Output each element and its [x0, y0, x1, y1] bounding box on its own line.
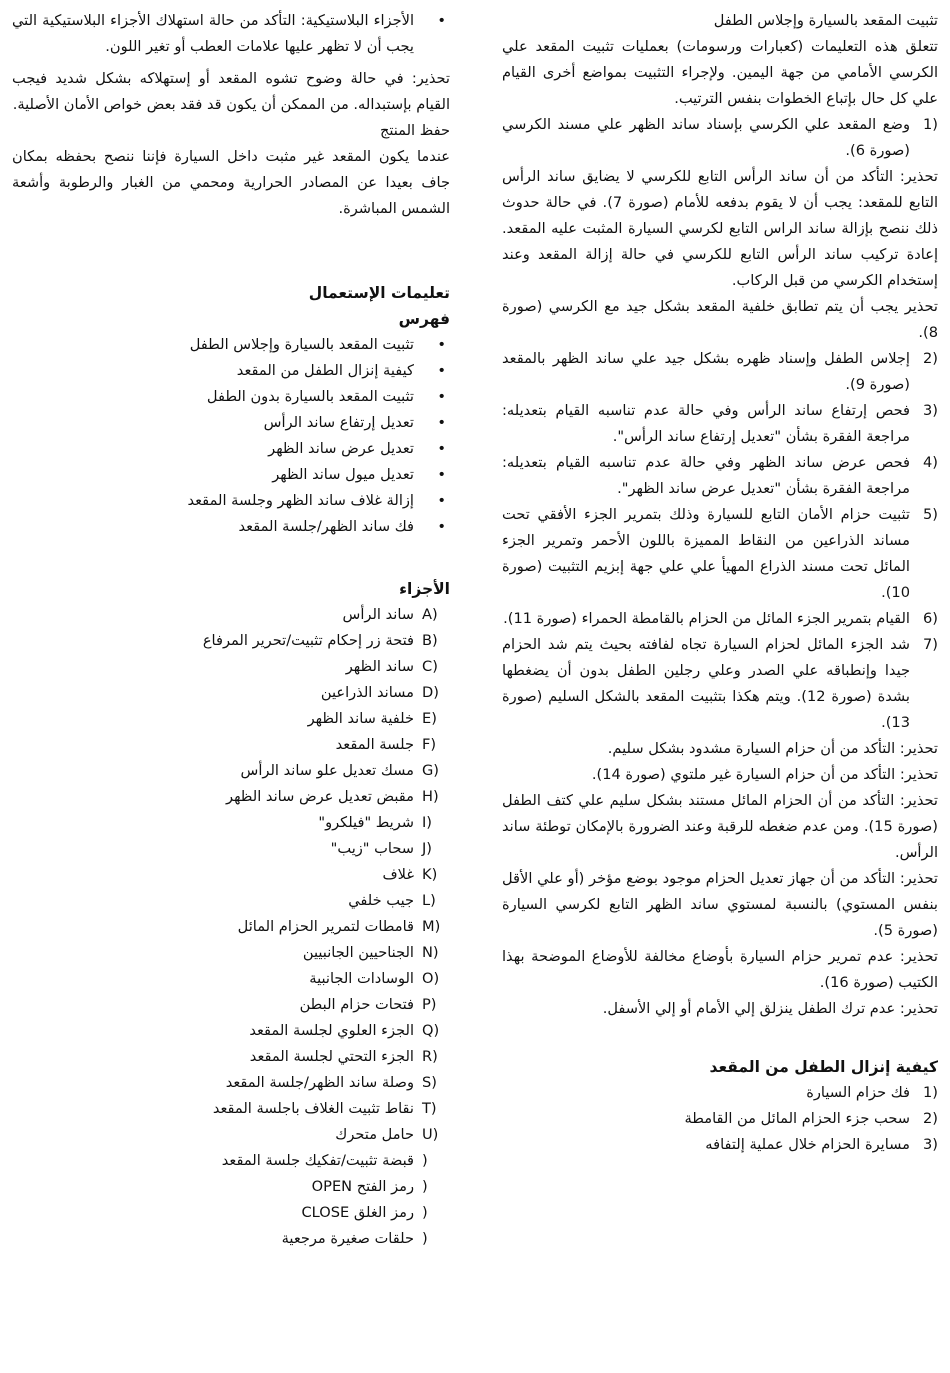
list-item: [12, 888, 450, 914]
part-letter: P): [422, 996, 437, 1013]
list-item: [12, 732, 450, 758]
list-item: [12, 8, 450, 60]
part-text: مسك تعديل علو ساند الرأس: [240, 762, 414, 779]
step-number: 4): [923, 454, 938, 471]
storage-paragraph: عندما يكون المقعد غير مثبت داخل السيارة فإننا ننصح بحفظه بمكان جاف بعيدا عن المصادر الحرارية ومحمي من الغبار والرطوبة وأشعة الشمس المباشرة.: [12, 148, 450, 217]
step-text: القيام بتمرير الجزء المائل من الحزام بالقامطة الحمراء (صورة 11).: [503, 610, 910, 627]
list-item: • إزالة غلاف ساند الظهر وجلسة المقعد: [12, 488, 450, 514]
part-letter: B): [422, 632, 438, 649]
step-text: إجلاس الطفل وإسناد ظهره بشكل جيد علي ساند الظهر بالمقعد (صورة 9).: [502, 350, 910, 393]
intro-paragraph: تتعلق هذه التعليمات (كعبارات ورسومات) بعمليات تثبيت المقعد علي الكرسي الأمامي من جهة اليمين. ولإجراء التثبيت بمواضع أخرى القيام علي كل حال بإتباع الخطوات بنفس الترتيب.: [502, 38, 938, 107]
part-text: حامل متحرك: [335, 1126, 414, 1143]
part-letter: T): [422, 1100, 437, 1117]
part-text: مساند الذراعين: [320, 684, 414, 701]
list-item: [12, 602, 450, 628]
step-text: فك حزام السيارة: [806, 1084, 910, 1101]
part-letter: ): [422, 1204, 428, 1221]
part-text: الجزء العلوي لجلسة المقعد: [249, 1022, 414, 1039]
step-number: 5): [923, 506, 938, 523]
part-letter: N): [422, 944, 439, 961]
right-column: [502, 8, 938, 1158]
list-item: [12, 1044, 450, 1070]
bullet-text: الأجزاء البلاستيكية: التأكد من حالة استهلاك الأجزاء البلاستيكية التي يجب أن لا تظهر عليها علامات العطب أو تغير اللون.: [12, 12, 414, 55]
part-text: نقاط تثبيت الغلاف باجلسة المقعد: [212, 1100, 414, 1117]
list-item: [12, 810, 450, 836]
list-item: [12, 628, 450, 654]
list-item: [12, 836, 450, 862]
part-text: وصلة ساند الظهر/جلسة المقعد: [225, 1074, 414, 1091]
step-text: مسايرة الحزام خلال عملية إلتفافه: [705, 1136, 910, 1153]
list-item: [12, 862, 450, 888]
part-text: فتحات حزام البطن: [299, 996, 414, 1013]
warning-item: تحذير: التأكد من أن جهاز تعديل الحزام موجود بوضع مؤخر (أو علي الأقل بنفس المستوي) بالنسبة لمستوي ساند الظهر التابع لكرسي السيارة (صورة 5).: [502, 870, 938, 939]
part-letter: H): [422, 788, 439, 805]
part-text: ساند الرأس: [342, 606, 414, 623]
list-item: [12, 992, 450, 1018]
list-item: [12, 706, 450, 732]
part-text: غلاف: [382, 866, 414, 883]
part-letter: A): [422, 606, 438, 623]
part-text: قامطات لتمرير الحزام المائل: [237, 918, 414, 935]
list-item: • تعديل عرض ساند الظهر: [12, 436, 450, 462]
part-text: رمز الغلق CLOSE: [301, 1204, 414, 1221]
part-text: خلفية ساند الظهر: [307, 710, 414, 727]
list-item: [12, 1148, 450, 1174]
list-item: [502, 346, 938, 398]
step-number: 2): [923, 1110, 938, 1127]
belt-warnings: [502, 736, 938, 1022]
list-item: [12, 1226, 450, 1252]
part-letter: E): [422, 710, 437, 727]
list-item: • تثبيت المقعد بالسيارة وإجلاس الطفل: [12, 332, 450, 358]
warning-item: تحذير: التأكد من أن الحزام المائل مستند بشكل سليم علي كتف الطفل (صورة 15). ومن عدم ضغطه للرقبة وعند الضرورة بالإمكان توطئة ساند الرأس.: [502, 792, 938, 861]
part-text: جلسة المقعد: [335, 736, 414, 753]
part-text: قبضة تثبيت/تفكيك جلسة المقعد: [221, 1152, 414, 1169]
part-letter: ): [422, 1152, 428, 1169]
step-text: فحص عرض ساند الظهر وفي حالة عدم تناسبه القيام بتعديله: مراجعة الفقرة بشأن "تعديل عرض ساند الظهر".: [502, 454, 910, 497]
part-letter: D): [422, 684, 439, 701]
part-letter: ): [422, 1178, 428, 1195]
step-number: 1): [923, 116, 938, 133]
list-item: [12, 940, 450, 966]
warning-item: تحذير: التأكد من أن حزام السيارة غير ملتوي (صورة 14).: [591, 766, 938, 783]
index-list: [12, 332, 450, 540]
part-text: فتحة زر إحكام تثبيت/تحرير المرفاع: [202, 632, 414, 649]
list-item: [12, 654, 450, 680]
list-item: [502, 398, 938, 450]
list-item: [502, 112, 938, 164]
step-text: فحص إرتفاع ساند الرأس وفي حالة عدم تناسبه القيام بتعديله: مراجعة الفقرة بشأن "تعديل إرتفاع ساند الرأس".: [502, 402, 910, 445]
step-text: تثبيت حزام الأمان التابع للسيارة وذلك بتمرير الجزء الأفقي تحت مساند الذراعين من النقاط المميزة باللون الأحمر وتمرير الجزء المائل تحت مسند الذراع المهيأ علي علي جهة إبزيم التثبيت (صورة 10).: [502, 506, 910, 601]
list-item: • تعديل إرتفاع ساند الرأس: [12, 410, 450, 436]
part-text: مقبض تعديل عرض ساند الظهر: [226, 788, 414, 805]
part-letter: C): [422, 658, 438, 675]
parts-heading: الأجزاء: [399, 580, 450, 598]
section-title-install: تثبيت المقعد بالسيارة وإجلاس الطفل: [713, 12, 938, 29]
part-text: سحاب "زيب": [330, 840, 414, 857]
part-letter: J): [422, 840, 432, 857]
part-text: حلقات صغيرة مرجعية: [281, 1230, 414, 1247]
step-number: 2): [923, 350, 938, 367]
list-item: [12, 966, 450, 992]
usage-heading: تعليمات الإستعمال: [308, 284, 450, 302]
part-letter: S): [422, 1074, 437, 1091]
warning-deformation: تحذير: في حالة وضوح تشوه المقعد أو إستهلاكه بشكل شديد فيجب القيام بإستبداله. من الممكن أن يكون قد فقد بعض خواص الأمان الأصلية.: [12, 70, 450, 113]
list-item: [12, 1122, 450, 1148]
parts-list: [12, 602, 450, 1252]
storage-heading: حفظ المنتج: [379, 122, 450, 139]
warning-headrest: تحذير: التأكد من أن ساند الرأس التابع للكرسي لا يضايق ساند الرأس التابع للمقعد: يجب أن لا يقوم بدفعه للأمام (صورة 7). في حالة حدوث ذلك ننصح بإزالة ساند الراس التابع لكرسي السيارة المثبت عليه المقعد. إعادة تركيب ساند الرأس التابع للكرسي في حالة إزالة المقعد وعند إستخدام الكرسي من قبل الركاب.: [502, 168, 938, 289]
list-item: [12, 1174, 450, 1200]
part-text: شريط "فيلكرو": [318, 814, 414, 831]
step-number: 3): [923, 402, 938, 419]
list-item: [12, 914, 450, 940]
part-text: رمز الفتح OPEN: [311, 1178, 414, 1195]
section-title-removal: كيفية إنزال الطفل من المقعد: [709, 1058, 938, 1076]
part-text: الجزء التحتي لجلسة المقعد: [249, 1048, 414, 1065]
part-letter: ): [422, 1230, 428, 1247]
list-item: [502, 632, 938, 736]
part-text: الجناحيين الجانبيين: [302, 944, 414, 961]
step-number: 7): [923, 636, 938, 653]
part-letter: O): [422, 970, 440, 987]
list-item: [12, 784, 450, 810]
list-item: [502, 1080, 938, 1106]
part-letter: U): [422, 1126, 439, 1143]
install-steps: [502, 346, 938, 736]
part-letter: Q): [422, 1022, 440, 1039]
part-letter: I): [422, 814, 432, 831]
list-item: [502, 1132, 938, 1158]
step-text: وضع المقعد علي الكرسي بإسناد ساند الظهر علي مسند الكرسي (صورة 6).: [502, 116, 910, 159]
step-number: 1): [923, 1084, 938, 1101]
list-item: [12, 1018, 450, 1044]
list-item: [502, 450, 938, 502]
list-item: [12, 1096, 450, 1122]
list-item: • تعديل ميول ساند الظهر: [12, 462, 450, 488]
warning-item: تحذير: التأكد من أن حزام السيارة مشدود بشكل سليم.: [607, 740, 938, 757]
list-item: [12, 1070, 450, 1096]
left-column: [12, 8, 450, 1252]
index-heading: فهرس: [398, 310, 450, 328]
part-letter: G): [422, 762, 440, 779]
part-text: ساند الظهر: [345, 658, 414, 675]
removal-steps: [502, 1080, 938, 1158]
step-number: 6): [923, 610, 938, 627]
part-letter: F): [422, 736, 437, 753]
part-letter: R): [422, 1048, 438, 1065]
list-item: [12, 680, 450, 706]
list-item: • كيفية إنزال الطفل من المقعد: [12, 358, 450, 384]
list-item: • فك ساند الظهر/جلسة المقعد: [12, 514, 450, 540]
part-text: الوسادات الجانبية: [309, 970, 414, 987]
step-text: سحب جزء الحزام المائل من القامطة: [684, 1110, 910, 1127]
part-text: جيب خلفي: [348, 892, 414, 909]
part-letter: L): [422, 892, 436, 909]
warning-item: تحذير: عدم ترك الطفل ينزلق إلي الأمام أو إلي الأسفل.: [602, 1000, 938, 1017]
list-item: [502, 502, 938, 606]
list-item: • تثبيت المقعد بالسيارة بدون الطفل: [12, 384, 450, 410]
part-letter: K): [422, 866, 438, 883]
list-item: [502, 1106, 938, 1132]
list-item: [12, 1200, 450, 1226]
list-item: [12, 758, 450, 784]
warning-backrest-fit: تحذير يجب أن يتم تطابق خلفية المقعد بشكل جيد مع الكرسي (صورة 8).: [502, 298, 938, 341]
part-letter: M): [422, 918, 441, 935]
step-number: 3): [923, 1136, 938, 1153]
list-item: [502, 606, 938, 632]
install-steps-start: [502, 112, 938, 164]
warning-item: تحذير: عدم تمرير حزام السيارة بأوضاع مخالفة للأوضاع الموضحة بهذا الكتيب (صورة 16).: [502, 948, 938, 991]
plastic-parts-list: [12, 8, 450, 60]
step-text: شد الجزء المائل لحزام السيارة تجاه لفافته بحيث يتم شد الحزام جيدا وإنطباقه علي الصدر وعلي رجلين الطفل بدون أن يضغطها بشدة (صورة 12). ويتم هكذا بتثبيت المقعد بالشكل السليم (صورة 13).: [502, 636, 910, 731]
